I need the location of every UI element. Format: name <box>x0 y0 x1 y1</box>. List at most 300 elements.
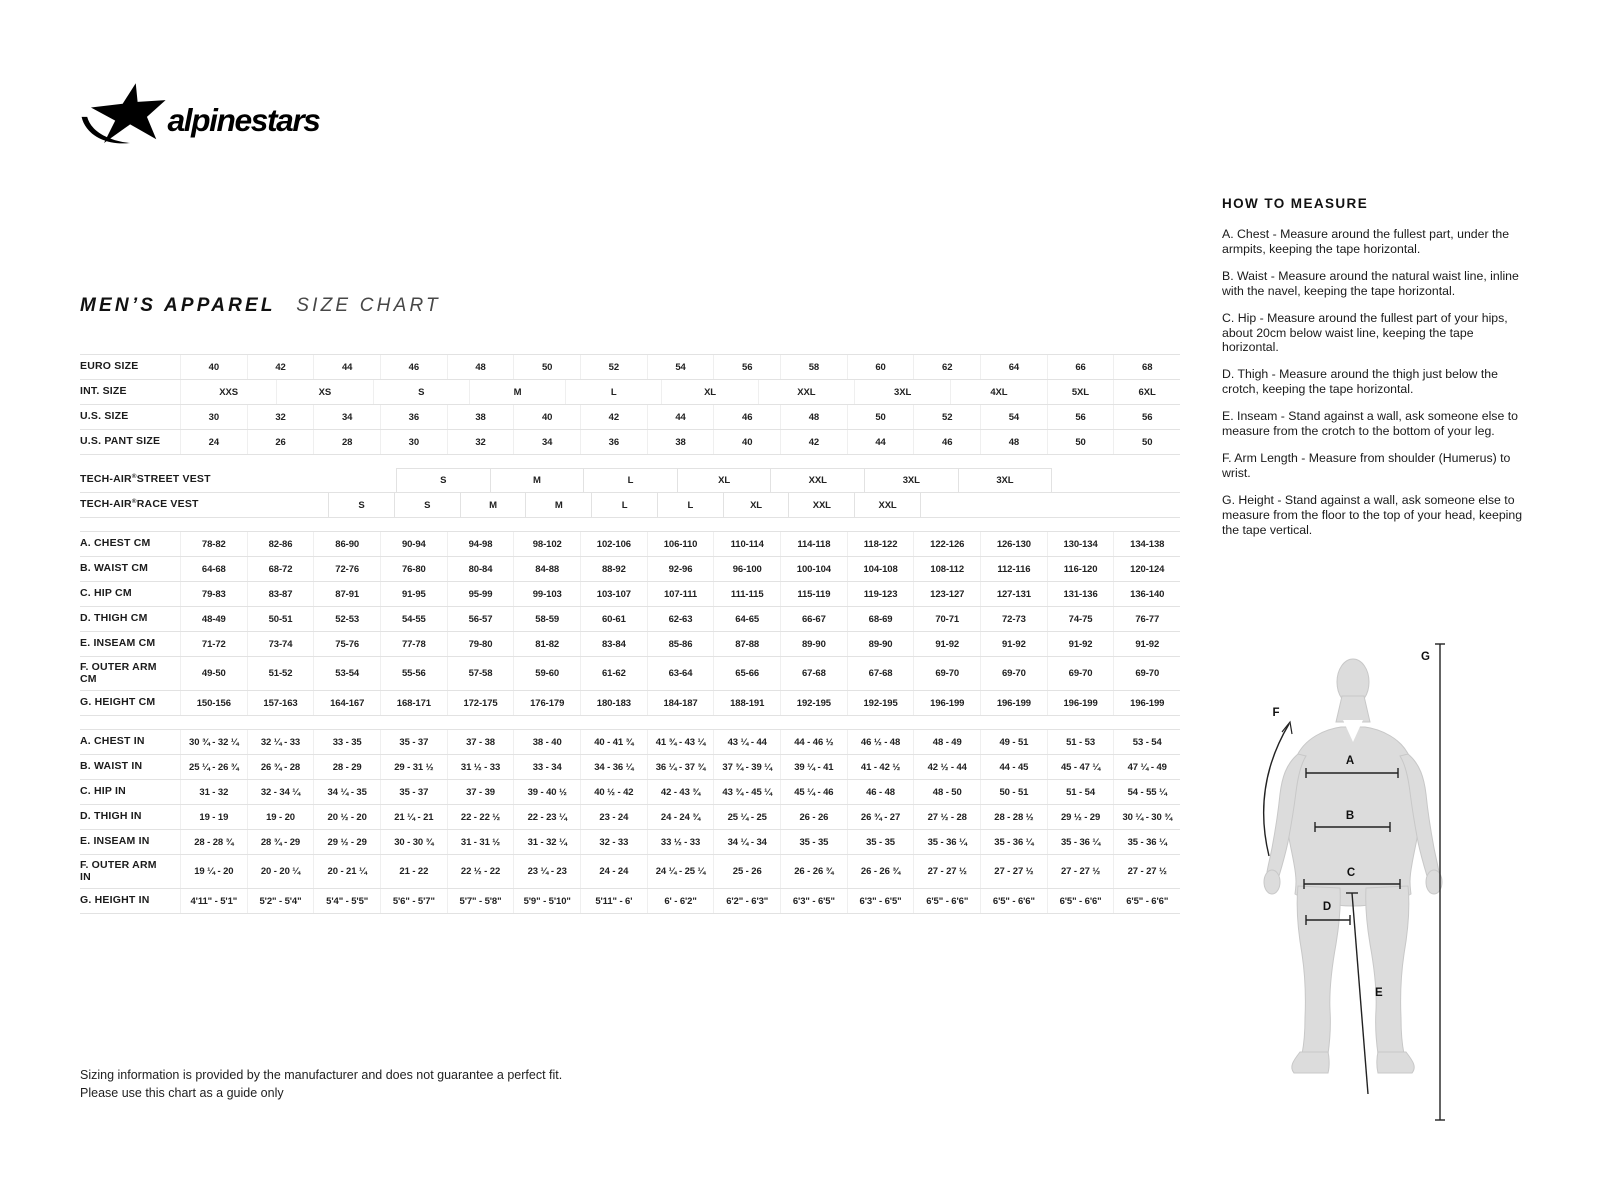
arm-label: F <box>1272 707 1280 719</box>
table-cell: 30 <box>380 430 447 454</box>
table-cell: 40 <box>180 355 247 379</box>
row-label: INT. SIZE <box>80 385 127 398</box>
table-cell: 37 ¾ - 39 ¼ <box>713 755 780 779</box>
table-cell: M <box>469 380 565 404</box>
table-cell: 62-63 <box>647 607 714 631</box>
table-cell: 35 - 35 <box>847 830 914 854</box>
table-cell: 51 - 53 <box>1047 730 1114 754</box>
table-cell: 196-199 <box>980 691 1047 715</box>
table-cell: 56-57 <box>447 607 514 631</box>
table-row <box>80 632 1180 657</box>
table-cell: S <box>373 380 469 404</box>
table-cell: 31 - 32 ¼ <box>513 830 580 854</box>
table-row <box>80 582 1180 607</box>
table-cell: 114-118 <box>780 532 847 556</box>
table-cell: 50 - 51 <box>980 780 1047 804</box>
table-cell: 58 <box>780 355 847 379</box>
table-cell: 19 ¼ - 20 <box>180 855 247 888</box>
table-cell: 180-183 <box>580 691 647 715</box>
table-cell: 35 - 36 ¼ <box>980 830 1047 854</box>
table-cell: 40 <box>513 405 580 429</box>
table-cell: 35 - 36 ¼ <box>1047 830 1114 854</box>
table-cell: 30 <box>180 405 247 429</box>
table-cell: 34 ¼ - 34 <box>713 830 780 854</box>
table-row <box>80 355 1180 380</box>
row-label: A. CHEST IN <box>80 735 145 748</box>
table-row <box>80 755 1180 780</box>
alpinestars-logo <box>76 80 356 150</box>
table-cell: 64 <box>980 355 1047 379</box>
table-cell: 99-103 <box>513 582 580 606</box>
table-cell: 26 - 26 ¾ <box>847 855 914 888</box>
table-cell: 5'11" - 6' <box>580 889 647 913</box>
table-cell: 32 <box>447 430 514 454</box>
table-cell: 72-73 <box>980 607 1047 631</box>
table-cell: 32 <box>247 405 314 429</box>
disclaimer-line-2: Please use this chart as a guide only <box>80 1086 284 1100</box>
table-cell: 22 - 22 ½ <box>447 805 514 829</box>
table-cell: 28 - 28 ¾ <box>180 830 247 854</box>
table-cell: 66-67 <box>780 607 847 631</box>
row-label: E. INSEAM CM <box>80 637 156 650</box>
table-cell: 56 <box>713 355 780 379</box>
table-cell: 29 ½ - 29 <box>313 830 380 854</box>
table-cell: 30 ¼ - 30 ¾ <box>1113 805 1180 829</box>
table-cell: 84-88 <box>513 557 580 581</box>
table-cell <box>1115 493 1180 517</box>
table-cell: 26 ¾ - 27 <box>847 805 914 829</box>
waist-label: B <box>1345 810 1355 822</box>
table-cell: 44 - 45 <box>980 755 1047 779</box>
table-cell: 81-82 <box>513 632 580 656</box>
table-cell: 67-68 <box>780 657 847 690</box>
table-cell: 83-87 <box>247 582 314 606</box>
table-cell: 91-92 <box>1047 632 1114 656</box>
table-cell: 63-64 <box>647 657 714 690</box>
table-cell: 64-65 <box>713 607 780 631</box>
measure-instruction-thigh: D. Thigh - Measure around the thigh just below the crotch, keeping the tape horizontal. <box>1222 367 1498 397</box>
table-cell: 85-86 <box>647 632 714 656</box>
table-cell: 5'9" - 5'10" <box>513 889 580 913</box>
table-cell: 32 - 34 ¼ <box>247 780 314 804</box>
row-label: E. INSEAM IN <box>80 835 150 848</box>
table-cell: 5'6" - 5'7" <box>380 889 447 913</box>
table-cell: 24 - 24 ¾ <box>647 805 714 829</box>
table-cell: 103-107 <box>580 582 647 606</box>
table-cell: 24 ¼ - 25 ¼ <box>647 855 714 888</box>
table-cell <box>199 493 264 517</box>
table-cell: 36 <box>380 405 447 429</box>
table-cell: 46 ½ - 48 <box>847 730 914 754</box>
table-cell: 35 - 36 ¼ <box>1113 830 1180 854</box>
table-cell: 45 - 47 ¼ <box>1047 755 1114 779</box>
table-group-techair <box>80 468 1180 518</box>
table-cell: XXL <box>758 380 854 404</box>
table-cell: 65-66 <box>713 657 780 690</box>
table-cell: 127-131 <box>980 582 1047 606</box>
table-cell: 62 <box>913 355 980 379</box>
row-label: U.S. PANT SIZE <box>80 435 161 448</box>
table-cell: 39 - 40 ½ <box>513 780 580 804</box>
table-cell: 130-134 <box>1047 532 1114 556</box>
table-cell: 192-195 <box>847 691 914 715</box>
table-cell: 3XL <box>854 380 950 404</box>
table-row <box>80 805 1180 830</box>
row-label: F. OUTER ARM CM <box>80 660 157 685</box>
table-cell: 24 <box>180 430 247 454</box>
table-cell: 76-77 <box>1113 607 1180 631</box>
table-cell: 91-92 <box>980 632 1047 656</box>
inseam-measure-line <box>1352 893 1368 1094</box>
table-row <box>80 830 1180 855</box>
table-cell: 34 <box>513 430 580 454</box>
table-cell: 31 ½ - 33 <box>447 755 514 779</box>
table-cell: 134-138 <box>1113 532 1180 556</box>
table-cell: 36 ¼ - 37 ¾ <box>647 755 714 779</box>
table-cell: 5'7" - 5'8" <box>447 889 514 913</box>
table-cell: 192-195 <box>780 691 847 715</box>
table-cell: 27 ½ - 28 <box>913 805 980 829</box>
table-cell: 78-82 <box>180 532 247 556</box>
table-cell: 53-54 <box>313 657 380 690</box>
table-cell: 60-61 <box>580 607 647 631</box>
table-cell: 172-175 <box>447 691 514 715</box>
table-cell: 28 - 28 ½ <box>980 805 1047 829</box>
table-cell: S <box>394 493 460 517</box>
table-cell: 27 - 27 ½ <box>913 855 980 888</box>
table-cell: 42 - 43 ¾ <box>647 780 714 804</box>
table-cell: L <box>591 493 657 517</box>
table-cell: 29 - 31 ½ <box>380 755 447 779</box>
table-cell: 56 <box>1047 405 1114 429</box>
table-cell: 71-72 <box>180 632 247 656</box>
table-cell: 112-116 <box>980 557 1047 581</box>
table-cell: XXL <box>854 493 921 517</box>
table-cell: L <box>657 493 723 517</box>
row-label: B. WAIST IN <box>80 760 143 773</box>
table-cell: 53 - 54 <box>1113 730 1180 754</box>
table-cell: 91-92 <box>1113 632 1180 656</box>
table-group-inches <box>80 729 1180 914</box>
table-cell: 44 <box>847 430 914 454</box>
table-cell: 35 - 37 <box>380 780 447 804</box>
table-cell: 136-140 <box>1113 582 1180 606</box>
table-cell: 23 ¼ - 23 <box>513 855 580 888</box>
table-cell: M <box>490 468 584 492</box>
table-cell: 46 <box>713 405 780 429</box>
table-cell: 80-84 <box>447 557 514 581</box>
table-cell: 19 - 19 <box>180 805 247 829</box>
table-cell: 39 ¼ - 41 <box>780 755 847 779</box>
table-cell: M <box>460 493 526 517</box>
table-cell: 164-167 <box>313 691 380 715</box>
table-cell: 4'11" - 5'1" <box>180 889 247 913</box>
table-cell: 33 - 35 <box>313 730 380 754</box>
table-cell: 20 - 20 ¼ <box>247 855 314 888</box>
row-label: A. CHEST CM <box>80 537 151 550</box>
table-cell: 52-53 <box>313 607 380 631</box>
table-row <box>80 557 1180 582</box>
table-cell: 87-91 <box>313 582 380 606</box>
row-label: G. HEIGHT CM <box>80 696 156 709</box>
table-cell: 25 ¼ - 25 <box>713 805 780 829</box>
table-cell: 27 - 27 ½ <box>1113 855 1180 888</box>
table-cell: 196-199 <box>1113 691 1180 715</box>
table-cell: 42 <box>780 430 847 454</box>
how-to-measure-heading: HOW TO MEASURE <box>1222 196 1369 211</box>
table-cell: 6' - 6'2" <box>647 889 714 913</box>
table-cell <box>986 493 1051 517</box>
table-cell: 48 - 49 <box>913 730 980 754</box>
row-label: C. HIP CM <box>80 587 132 600</box>
table-cell: 5XL <box>1047 380 1114 404</box>
table-cell: 6'5" - 6'6" <box>1047 889 1114 913</box>
table-cell: 69-70 <box>1047 657 1114 690</box>
table-cell: 76-80 <box>380 557 447 581</box>
table-row <box>80 532 1180 557</box>
table-cell: 6'5" - 6'6" <box>980 889 1047 913</box>
table-cell: 5'2" - 5'4" <box>247 889 314 913</box>
table-cell: 50 <box>847 405 914 429</box>
table-cell: 33 ½ - 33 <box>647 830 714 854</box>
table-row <box>80 430 1180 455</box>
table-cell: 26 ¾ - 28 <box>247 755 314 779</box>
table-cell: 104-108 <box>847 557 914 581</box>
table-cell: 69-70 <box>980 657 1047 690</box>
row-label: C. HIP IN <box>80 785 126 798</box>
table-cell: 35 - 35 <box>780 830 847 854</box>
table-cell: 3XL <box>864 468 958 492</box>
table-cell: 34 ¼ - 35 <box>313 780 380 804</box>
chest-label: A <box>1345 755 1355 767</box>
table-cell: 60 <box>847 355 914 379</box>
table-cell: 28 ¾ - 29 <box>247 830 314 854</box>
table-cell: 86-90 <box>313 532 380 556</box>
table-cell: 6'3" - 6'5" <box>847 889 914 913</box>
table-cell: 92-96 <box>647 557 714 581</box>
table-cell: 46 <box>913 430 980 454</box>
table-cell <box>1052 468 1116 492</box>
table-cell: 115-119 <box>780 582 847 606</box>
table-cell: 126-130 <box>980 532 1047 556</box>
table-cell: 61-62 <box>580 657 647 690</box>
table-row <box>80 657 1180 691</box>
measure-instruction-height: G. Height - Stand against a wall, ask someone else to measure from the floor to the top of your head, keeping the tape vertical. <box>1222 492 1523 537</box>
table-cell: 184-187 <box>647 691 714 715</box>
table-cell: 64-68 <box>180 557 247 581</box>
table-cell: 89-90 <box>780 632 847 656</box>
table-cell: 79-83 <box>180 582 247 606</box>
table-cell: 37 - 39 <box>447 780 514 804</box>
table-cell: 20 - 21 ¼ <box>313 855 380 888</box>
table-cell: 120-124 <box>1113 557 1180 581</box>
table-cell: 4XL <box>950 380 1046 404</box>
table-cell: 89-90 <box>847 632 914 656</box>
table-cell: 88-92 <box>580 557 647 581</box>
table-row <box>80 855 1180 889</box>
table-cell: 54 - 55 ¼ <box>1113 780 1180 804</box>
table-cell: 102-106 <box>580 532 647 556</box>
table-cell <box>211 468 304 492</box>
table-cell: 51 - 54 <box>1047 780 1114 804</box>
table-cell: 29 ½ - 29 <box>1047 805 1114 829</box>
table-cell <box>1116 468 1180 492</box>
table-cell: XXS <box>180 380 276 404</box>
table-cell: 46 - 48 <box>847 780 914 804</box>
table-cell: 6'2" - 6'3" <box>713 889 780 913</box>
table-cell: 21 - 22 <box>380 855 447 888</box>
table-cell: 43 ¾ - 45 ¼ <box>713 780 780 804</box>
page-title-secondary: SIZE CHART <box>296 295 441 316</box>
table-cell: 50 <box>513 355 580 379</box>
table-cell: 50 <box>1113 430 1180 454</box>
table-cell: 32 ¼ - 33 <box>247 730 314 754</box>
table-cell: 35 - 37 <box>380 730 447 754</box>
table-cell: 41 - 42 ½ <box>847 755 914 779</box>
table-cell: 51-52 <box>247 657 314 690</box>
table-cell: 79-80 <box>447 632 514 656</box>
table-cell <box>1050 493 1115 517</box>
table-cell: 107-111 <box>647 582 714 606</box>
table-cell: 118-122 <box>847 532 914 556</box>
table-cell: 73-74 <box>247 632 314 656</box>
table-cell: 111-115 <box>713 582 780 606</box>
table-cell: 94-98 <box>447 532 514 556</box>
alpinestars-star-icon <box>82 83 166 143</box>
table-cell: 98-102 <box>513 532 580 556</box>
disclaimer-line-1: Sizing information is provided by the manufacturer and does not guarantee a perfect fit. <box>80 1068 563 1082</box>
table-cell: 25 - 26 <box>713 855 780 888</box>
table-cell: 91-95 <box>380 582 447 606</box>
measure-instruction-chest: A. Chest - Measure around the fullest part, under the armpits, keeping the tape horizontal. <box>1222 227 1510 256</box>
table-cell: L <box>583 468 677 492</box>
table-cell: 6XL <box>1113 380 1180 404</box>
row-label: U.S. SIZE <box>80 410 129 423</box>
table-cell: 6'5" - 6'6" <box>913 889 980 913</box>
row-label: D. THIGH CM <box>80 612 148 625</box>
table-cell: 42 ½ - 44 <box>913 755 980 779</box>
table-cell: 49-50 <box>180 657 247 690</box>
table-cell: 36 <box>580 430 647 454</box>
row-label: D. THIGH IN <box>80 810 142 823</box>
table-cell: 188-191 <box>713 691 780 715</box>
table-cell: 116-120 <box>1047 557 1114 581</box>
size-chart-table <box>80 354 1180 914</box>
table-cell: 122-126 <box>913 532 980 556</box>
table-cell: 77-78 <box>380 632 447 656</box>
table-row <box>80 889 1180 914</box>
table-cell: 70-71 <box>913 607 980 631</box>
table-cell: 25 ¼ - 26 ¾ <box>180 755 247 779</box>
table-cell: 48 <box>447 355 514 379</box>
page-title-primary: MEN’S APPAREL <box>80 295 276 316</box>
row-label: G. HEIGHT IN <box>80 894 150 907</box>
table-cell: 42 <box>580 405 647 429</box>
table-cell: 19 - 20 <box>247 805 314 829</box>
how-to-measure-panel <box>1222 196 1530 550</box>
table-cell: 41 ¾ - 43 ¼ <box>647 730 714 754</box>
table-row <box>80 730 1180 755</box>
table-row <box>80 691 1180 716</box>
table-cell: 95-99 <box>447 582 514 606</box>
row-label: TECH-AIR ® RACE VEST <box>80 498 199 511</box>
table-cell: XL <box>723 493 789 517</box>
table-cell: 26 <box>247 430 314 454</box>
table-cell: 38 <box>447 405 514 429</box>
table-cell: 119-123 <box>847 582 914 606</box>
table-cell: 58-59 <box>513 607 580 631</box>
table-cell: 59-60 <box>513 657 580 690</box>
table-cell: 23 - 24 <box>580 805 647 829</box>
measure-instruction-arm: F. Arm Length - Measure from shoulder (Humerus) to wrist. <box>1222 450 1511 480</box>
table-cell: 38 <box>647 430 714 454</box>
table-cell <box>921 493 986 517</box>
measure-instruction-inseam: E. Inseam - Stand against a wall, ask someone else to measure from the crotch to the bottom of your leg. <box>1222 409 1518 439</box>
table-cell: S <box>328 493 394 517</box>
table-cell: 196-199 <box>913 691 980 715</box>
table-cell: 6'5" - 6'6" <box>1113 889 1180 913</box>
table-cell: 87-88 <box>713 632 780 656</box>
row-label: B. WAIST CM <box>80 562 149 575</box>
table-cell: 27 - 27 ½ <box>1047 855 1114 888</box>
table-cell: 54 <box>647 355 714 379</box>
table-cell: 54-55 <box>380 607 447 631</box>
table-cell: 37 - 38 <box>447 730 514 754</box>
table-cell: 69-70 <box>1113 657 1180 690</box>
table-cell: 90-94 <box>380 532 447 556</box>
table-cell: 40 <box>713 430 780 454</box>
table-cell: 168-171 <box>380 691 447 715</box>
inseam-label: E <box>1375 987 1383 999</box>
table-cell: L <box>565 380 661 404</box>
table-cell: 31 - 32 <box>180 780 247 804</box>
table-cell: 30 ¾ - 32 ¼ <box>180 730 247 754</box>
table-cell: 42 <box>247 355 314 379</box>
table-cell: 45 ¼ - 46 <box>780 780 847 804</box>
logo-wordmark: alpinestars <box>167 101 320 138</box>
table-cell: 66 <box>1047 355 1114 379</box>
table-cell: 22 ½ - 22 <box>447 855 514 888</box>
hip-label: C <box>1346 867 1356 879</box>
table-cell: 34 - 36 ¼ <box>580 755 647 779</box>
table-cell: 48 - 50 <box>913 780 980 804</box>
table-cell: 67-68 <box>847 657 914 690</box>
table-cell: 72-76 <box>313 557 380 581</box>
table-cell: 30 - 30 ¾ <box>380 830 447 854</box>
table-cell: 82-86 <box>247 532 314 556</box>
height-label: G <box>1421 651 1430 663</box>
table-cell: 75-76 <box>313 632 380 656</box>
table-cell: 3XL <box>958 468 1053 492</box>
table-cell: XXL <box>788 493 854 517</box>
table-cell: 55-56 <box>380 657 447 690</box>
table-cell: 157-163 <box>247 691 314 715</box>
table-cell: 131-136 <box>1047 582 1114 606</box>
row-label: F. OUTER ARM IN <box>80 858 157 883</box>
table-row <box>80 607 1180 632</box>
table-cell <box>303 468 396 492</box>
table-cell: 123-127 <box>913 582 980 606</box>
table-cell: 48 <box>980 430 1047 454</box>
table-cell: 26 - 26 <box>780 805 847 829</box>
table-cell: 46 <box>380 355 447 379</box>
table-cell: 5'4" - 5'5" <box>313 889 380 913</box>
measure-instruction-waist: B. Waist - Measure around the natural waist line, inline with the navel, keeping the tape horizontal. <box>1222 268 1519 298</box>
table-cell: 56 <box>1113 405 1180 429</box>
table-cell: 52 <box>913 405 980 429</box>
table-cell: 24 - 24 <box>580 855 647 888</box>
table-cell <box>263 493 328 517</box>
